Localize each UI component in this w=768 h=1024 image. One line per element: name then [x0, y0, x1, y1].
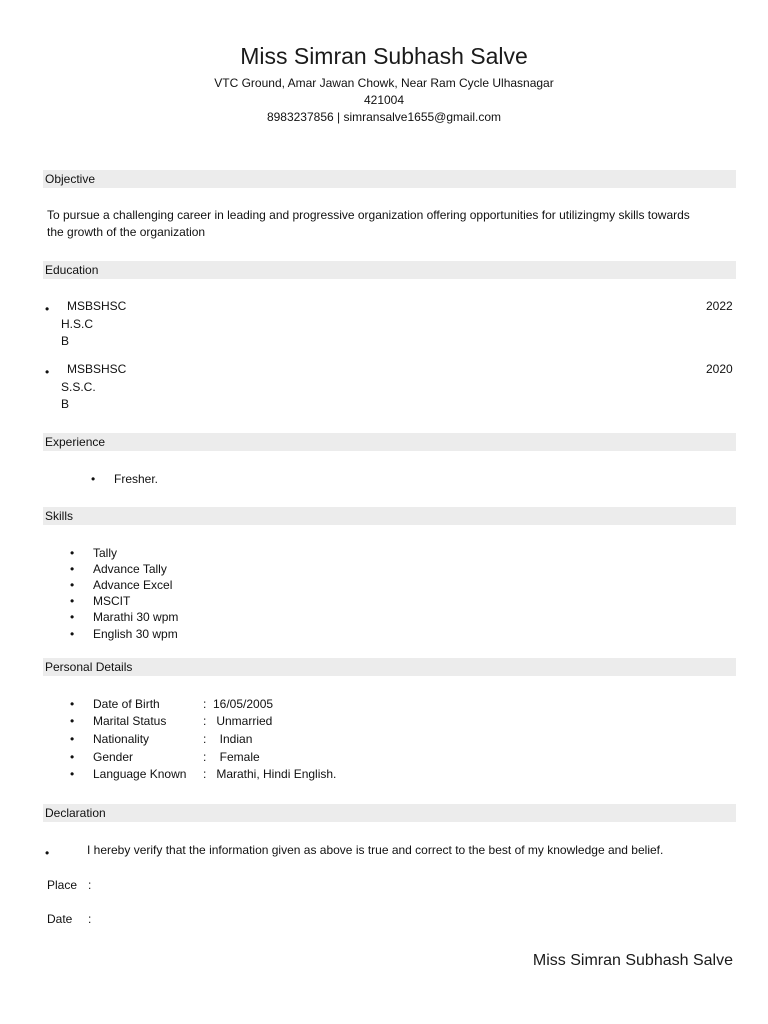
detail-value: : Indian	[203, 732, 253, 746]
bullet-icon	[91, 472, 95, 486]
declaration-statement: I hereby verify that the information given as above is true and correct to the best of my knowledge and belief.	[87, 843, 664, 857]
education-board: MSBSHSC	[67, 299, 127, 313]
detail-value: : Female	[203, 750, 260, 764]
section-experience	[43, 433, 736, 451]
education-grade: B	[61, 334, 70, 348]
bullet-icon	[70, 750, 74, 764]
signature-name: Miss Simran Subhash Salve	[532, 952, 733, 969]
skill-item: Advance Tally	[93, 562, 167, 576]
objective-text-line-2: the growth of the organization	[47, 225, 206, 239]
bullet-icon	[70, 562, 74, 576]
detail-label: Nationality	[93, 732, 150, 746]
contact-line: 8983237856 | simransalve1655@gmail.com	[266, 110, 502, 124]
address-line: VTC Ground, Amar Jawan Chowk, Near Ram Cycle Ulhasnagar	[214, 76, 554, 90]
detail-label: Gender	[93, 750, 134, 764]
skill-item: Advance Excel	[93, 578, 173, 592]
section-heading: Experience	[45, 435, 106, 449]
section-heading: Objective	[45, 172, 96, 186]
section-objective	[43, 170, 736, 188]
bullet-icon	[45, 302, 49, 316]
bullet-icon	[70, 610, 74, 624]
detail-value: : 16/05/2005	[203, 697, 274, 711]
pincode: 421004	[363, 93, 405, 107]
skill-item: English 30 wpm	[93, 627, 178, 641]
detail-label: Language Known	[93, 767, 187, 781]
bullet-icon	[70, 578, 74, 592]
section-skills	[43, 507, 736, 525]
detail-value: : Marathi, Hindi English.	[203, 767, 337, 781]
section-heading: Declaration	[45, 806, 106, 820]
date-label: Date	[47, 912, 73, 926]
experience-item: Fresher.	[114, 472, 159, 486]
bullet-icon	[70, 697, 74, 711]
detail-value: : Unmarried	[203, 714, 273, 728]
education-board: MSBSHSC	[67, 362, 127, 376]
bullet-icon	[70, 732, 74, 746]
section-education	[43, 261, 736, 279]
skill-item: MSCIT	[93, 594, 131, 608]
date-colon: :	[88, 912, 92, 926]
section-personal-details	[43, 658, 736, 676]
bullet-icon	[70, 594, 74, 608]
education-level: H.S.C	[61, 317, 94, 331]
education-grade: B	[61, 397, 70, 411]
section-declaration	[43, 804, 736, 822]
section-heading: Skills	[45, 509, 74, 523]
education-year: 2020	[706, 362, 733, 376]
detail-label: Marital Status	[93, 714, 167, 728]
bullet-icon	[70, 627, 74, 641]
bullet-icon	[45, 365, 49, 379]
education-year: 2022	[706, 299, 733, 313]
section-heading: Personal Details	[45, 660, 133, 674]
skill-item: Marathi 30 wpm	[93, 610, 179, 624]
place-label: Place	[47, 878, 78, 892]
bullet-icon	[45, 846, 49, 860]
bullet-icon	[70, 546, 74, 560]
skill-item: Tally	[93, 546, 118, 560]
bullet-icon	[70, 714, 74, 728]
education-level: S.S.C.	[61, 380, 96, 394]
place-colon: :	[88, 878, 92, 892]
detail-label: Date of Birth	[93, 697, 160, 711]
bullet-icon	[70, 767, 74, 781]
objective-text-line-1: To pursue a challenging career in leading and progressive organization offering opportunities for utilizingmy skills towards	[47, 208, 690, 222]
candidate-name: Miss Simran Subhash Salve	[240, 43, 528, 69]
section-heading: Education	[45, 263, 99, 277]
